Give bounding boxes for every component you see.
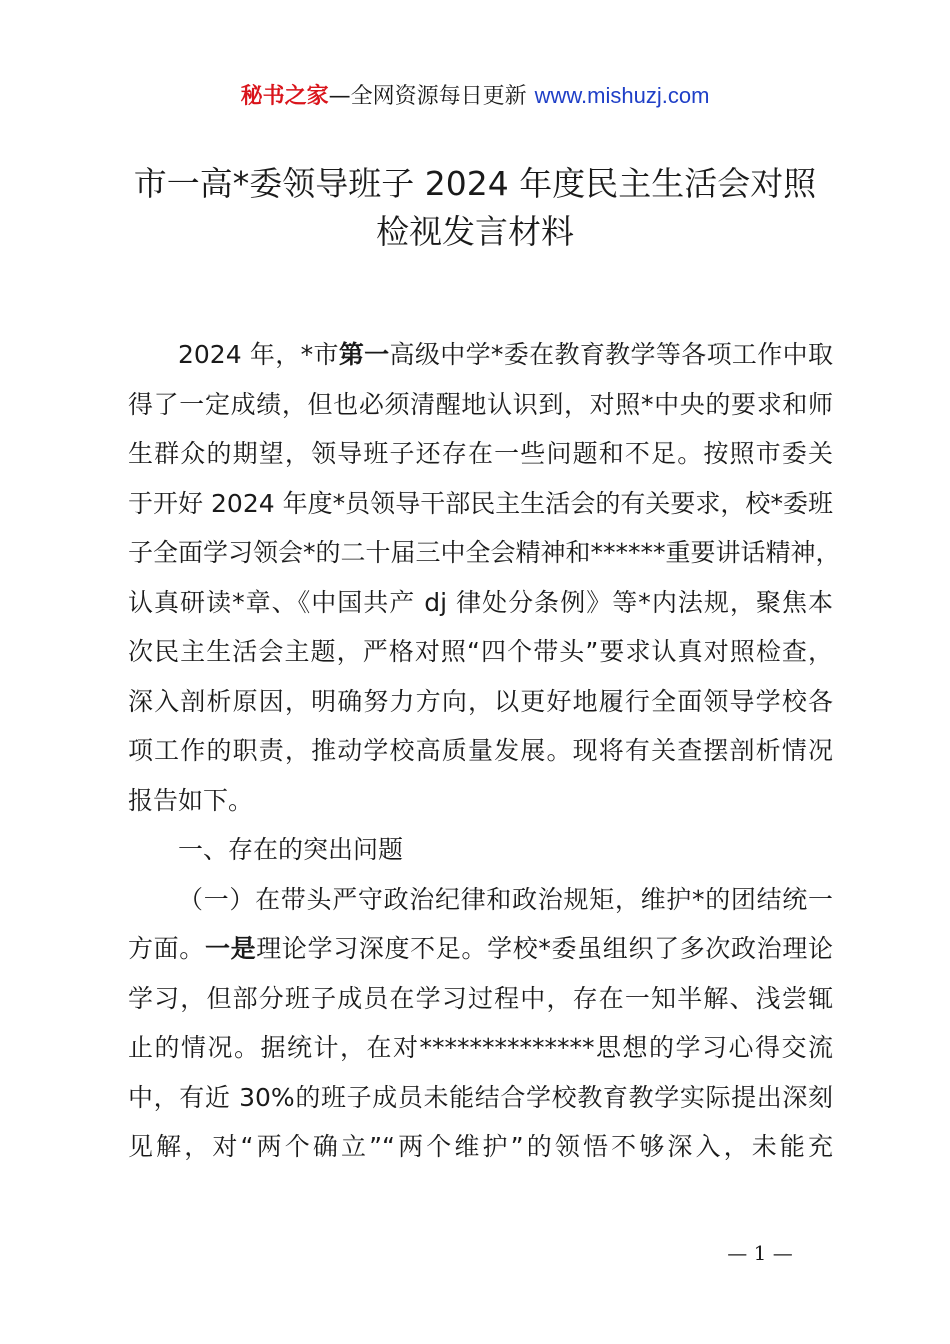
intro-paragraph (128, 330, 841, 825)
paragraph-line: 止的情况。据统计，在对**************思想的学习心得交流 (128, 1033, 833, 1062)
page-number: — 1 — (727, 1241, 793, 1265)
paragraph-line: 中，有近 30%的班子成员未能结合学校教育教学实际提出深刻 (128, 1082, 833, 1112)
document-title (90, 160, 860, 256)
text-run: 高级中学*委在教育教学等各项工作中取 (389, 340, 833, 369)
document-body (128, 330, 841, 1172)
text-run: 理论学习深度不足。学校*委虽组织了多次政治理论 (256, 934, 833, 963)
paragraph-line: 子全面学习领会*的二十届三中全会精神和******重要讲话精神， (128, 538, 841, 567)
paragraph-line: 生群众的期望，领导班子还存在一些问题和不足。按照市委关 (128, 439, 833, 468)
paragraph-line (128, 330, 833, 380)
subsection-paragraph (128, 875, 833, 1172)
paragraph-line: 学习，但部分班子成员在学习过程中，存在一知半解、浅尝辄 (128, 983, 833, 1013)
site-banner (0, 80, 950, 113)
title-line-2: 检视发言材料 (376, 212, 574, 251)
title-line-1: 市一高*委领导班子 2024 年度民主生活会对照 (133, 164, 817, 203)
website-link[interactable]: www.mishuzj.com (534, 83, 710, 108)
text-run: 方面。 (128, 934, 205, 963)
text-run: 2024 年，*市 (178, 340, 339, 369)
paragraph-line: 报告如下。 (128, 785, 254, 815)
bold-text: 第一 (338, 340, 390, 369)
section-heading: 一、存在的突出问题 (178, 835, 404, 864)
paragraph-line: 见解，对“两个确立”“两个维护”的领悟不够深入，未能充 (128, 1132, 833, 1161)
bold-text: 一是 (204, 934, 257, 963)
paragraph-line: 次民主生活会主题，严格对照“四个带头”要求认真对照检查， (128, 637, 833, 666)
paragraph-line: 深入剖析原因，明确努力方向，以更好地履行全面领导学校各 (128, 686, 833, 716)
paragraph-line: 认真研读*章、《中国共产 dj 律处分条例》等*内法规，聚焦本 (128, 587, 833, 617)
paragraph-line: 项工作的职责，推动学校高质量发展。现将有关查摆剖析情况 (128, 736, 833, 765)
brand-name: 秘书之家 (240, 84, 329, 109)
paragraph-line (128, 924, 833, 974)
paragraph-line: 得了一定成绩，但也必须清醒地认识到，对照*中央的要求和师 (128, 389, 833, 419)
banner-tagline: —全网资源每日更新 (328, 84, 527, 109)
paragraph-line: （一）在带头严守政治纪律和政治规矩，维护*的团结统一 (178, 884, 833, 914)
paragraph-line: 于开好 2024 年度*员领导干部民主生活会的有关要求，校*委班 (128, 488, 833, 518)
